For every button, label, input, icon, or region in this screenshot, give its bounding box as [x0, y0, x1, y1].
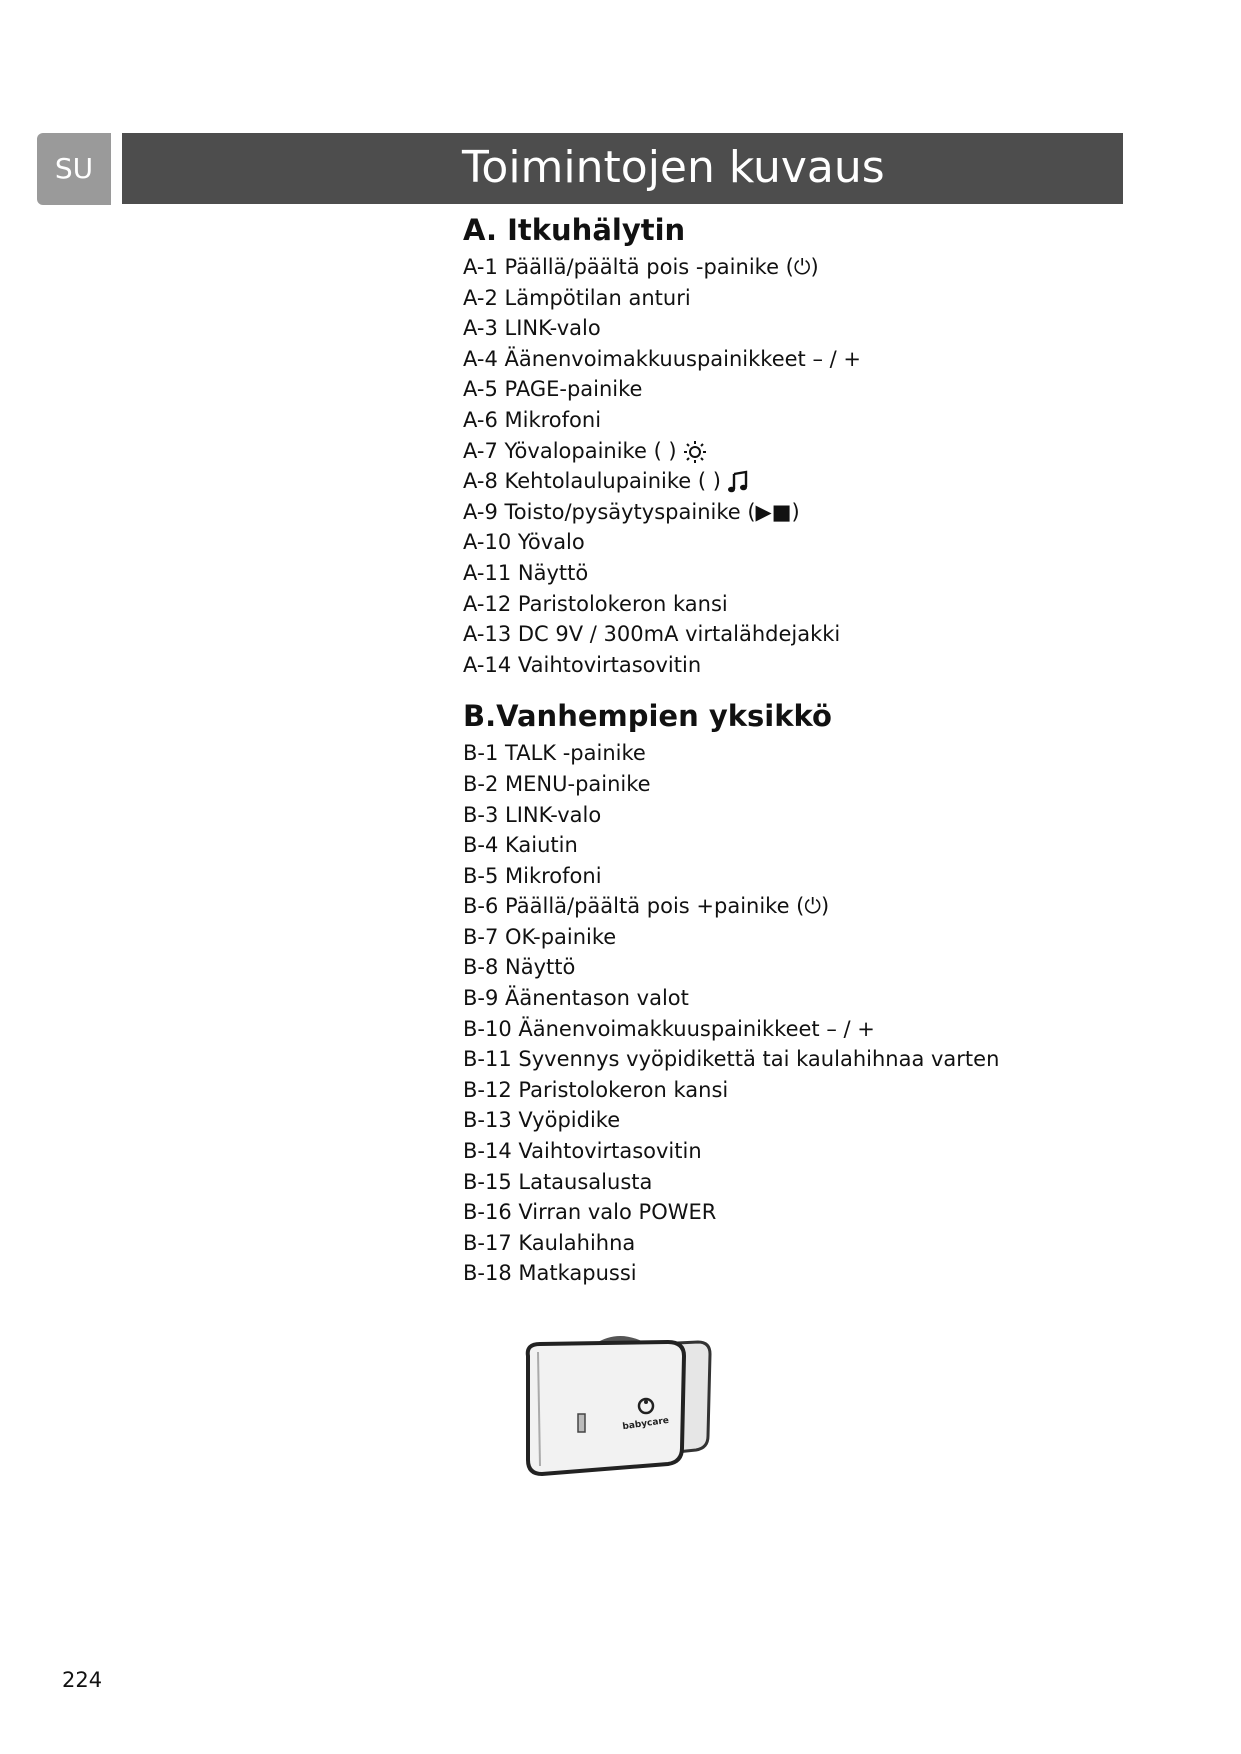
list-item: A-14 Vaihtovirtasovitin: [463, 652, 702, 677]
list-item: A-10 Yövalo: [463, 530, 585, 555]
section-a-title: A. Itkuhälytin: [463, 213, 686, 247]
list-item: A-1 Päällä/päältä pois -painike (⏻): [463, 255, 819, 279]
list-item: B-7 OK-painike: [463, 924, 617, 949]
list-item: B-10 Äänenvoimakkuuspainikkeet – / +: [463, 1016, 875, 1041]
list-item: B-18 Matkapussi: [463, 1261, 637, 1286]
bag-brand-logo: babycare: [621, 1415, 670, 1433]
section-b-list: [463, 738, 1183, 1289]
night-light-icon: [683, 440, 707, 464]
page-title: Toimintojen kuvaus: [462, 142, 885, 193]
language-tab: SU: [37, 133, 111, 205]
content: [463, 208, 1183, 1289]
list-item: B-1 TALK -painike: [463, 741, 646, 766]
page-number: 224: [62, 1668, 103, 1692]
list-item: A-9 Toisto/pysäytyspainike (▶■): [463, 499, 800, 524]
list-item: B-2 MENU-painike: [463, 771, 651, 796]
list-item: A-4 Äänenvoimakkuuspainikkeet – / +: [463, 346, 861, 371]
list-item: A-8 Kehtolaulupainike ( ): [463, 466, 1183, 497]
list-item: A-7 Yövalopainike ( ): [463, 436, 1183, 467]
list-item: B-17 Kaulahihna: [463, 1230, 636, 1255]
list-item: B-14 Vaihtovirtasovitin: [463, 1139, 702, 1164]
list-item: A-5 PAGE-painike: [463, 377, 643, 402]
list-item: B-6 Päällä/päältä pois +painike (⏻): [463, 894, 830, 919]
list-item: B-9 Äänentason valot: [463, 986, 689, 1011]
lullaby-icon: [727, 470, 749, 494]
list-item: A-12 Paristolokeron kansi: [463, 591, 728, 616]
list-item: B-13 Vyöpidike: [463, 1108, 621, 1133]
list-item: A-6 Mikrofoni: [463, 407, 602, 432]
list-item: B-16 Virran valo POWER: [463, 1200, 717, 1225]
list-item: B-3 LINK-valo: [463, 802, 602, 827]
list-item: A-2 Lämpötilan anturi: [463, 285, 691, 310]
list-item: B-5 Mikrofoni: [463, 863, 602, 888]
travel-bag-icon: [518, 1328, 718, 1478]
list-item: B-12 Paristolokeron kansi: [463, 1077, 729, 1102]
list-item: B-4 Kaiutin: [463, 833, 578, 858]
list-item: A-11 Näyttö: [463, 560, 589, 585]
list-item: B-8 Näyttö: [463, 955, 576, 980]
list-item: A-13 DC 9V / 300mA virtalähdejakki: [463, 622, 841, 647]
list-item: A-3 LINK-valo: [463, 316, 601, 341]
list-item: B-11 Syvennys vyöpidikettä tai kaulahihnaa varten: [463, 1047, 1000, 1072]
section-b-title: B.Vanhempien yksikkö: [463, 699, 832, 734]
list-item: B-15 Latausalusta: [463, 1169, 653, 1194]
section-a-list: [463, 252, 1183, 680]
